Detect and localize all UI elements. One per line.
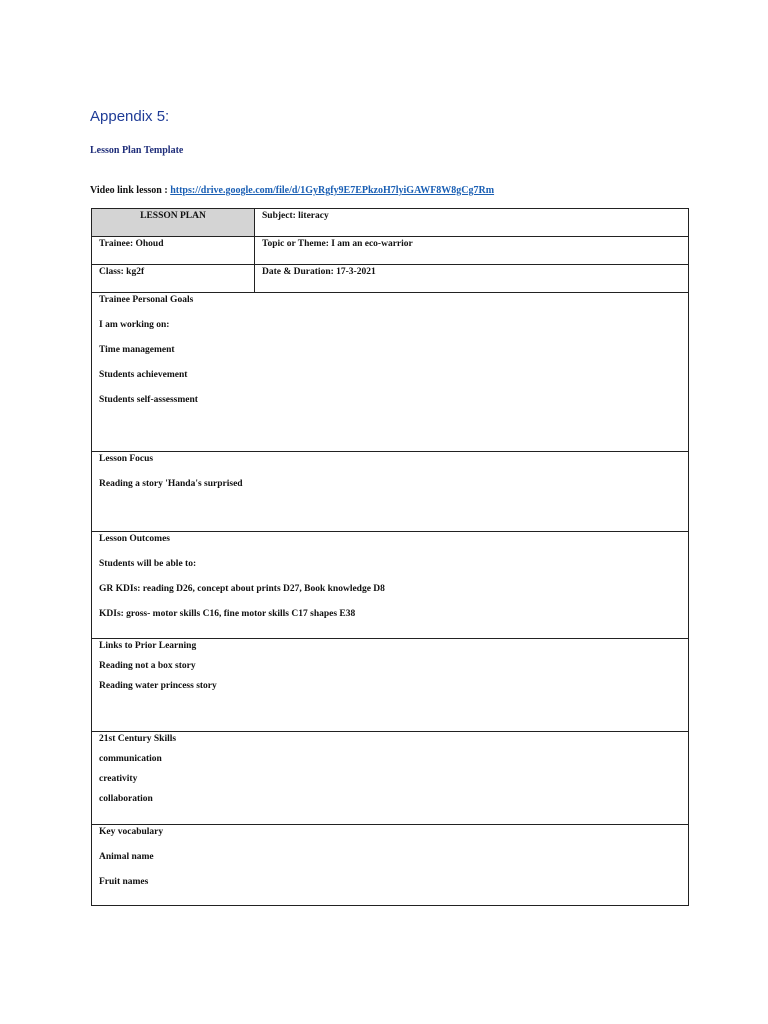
lesson-plan-table bbox=[91, 208, 689, 906]
section-line: Reading not a box story bbox=[99, 660, 196, 671]
subject-cell: Subject: literacy bbox=[255, 209, 689, 237]
section-line: Students self-assessment bbox=[99, 394, 198, 405]
lesson-plan-header: LESSON PLAN bbox=[92, 209, 255, 237]
section-title: Trainee Personal Goals bbox=[99, 295, 194, 305]
section-line: Students achievement bbox=[99, 369, 188, 380]
section-line: Fruit names bbox=[99, 876, 149, 887]
section-line: Time management bbox=[99, 344, 175, 355]
section-line: Students will be able to: bbox=[99, 558, 197, 569]
class-cell: Class: kg2f bbox=[92, 265, 255, 293]
date-duration-cell: Date & Duration: 17-3-2021 bbox=[255, 265, 689, 293]
key-vocabulary-section bbox=[92, 825, 689, 906]
section-line: I am working on: bbox=[99, 319, 170, 330]
section-title: Lesson Focus bbox=[99, 454, 154, 464]
lesson-outcomes-section bbox=[92, 532, 689, 639]
section-line: collaboration bbox=[99, 793, 153, 804]
section-line: creativity bbox=[99, 773, 138, 784]
prior-learning-section bbox=[92, 639, 689, 732]
section-line: Animal name bbox=[99, 851, 154, 862]
lesson-focus-section bbox=[92, 452, 689, 532]
section-line: Reading a story 'Handa's surprised bbox=[99, 478, 243, 489]
section-title: 21st Century Skills bbox=[99, 734, 177, 744]
video-link-label: Video link lesson : bbox=[90, 185, 171, 196]
trainee-cell: Trainee: Ohoud bbox=[92, 237, 255, 265]
section-line: Reading water princess story bbox=[99, 680, 217, 691]
section-line: KDIs: gross- motor skills C16, fine motor skills C17 shapes E38 bbox=[99, 608, 356, 619]
century-skills-section bbox=[92, 732, 689, 825]
video-link[interactable]: https://drive.google.com/file/d/1GyRgfy9E7EPkzoH7lyiGAWF8W8gCg7Rm bbox=[170, 185, 495, 196]
topic-cell: Topic or Theme: I am an eco-warrior bbox=[255, 237, 689, 265]
video-link-line bbox=[90, 185, 494, 196]
appendix-title: Appendix 5: bbox=[90, 108, 170, 125]
template-title: Lesson Plan Template bbox=[90, 145, 184, 156]
section-title: Lesson Outcomes bbox=[99, 534, 170, 544]
section-title: Links to Prior Learning bbox=[99, 641, 197, 651]
section-title: Key vocabulary bbox=[99, 827, 164, 837]
trainee-goals-section bbox=[92, 293, 689, 452]
section-line: GR KDIs: reading D26, concept about prints D27, Book knowledge D8 bbox=[99, 583, 385, 594]
section-line: communication bbox=[99, 753, 162, 764]
